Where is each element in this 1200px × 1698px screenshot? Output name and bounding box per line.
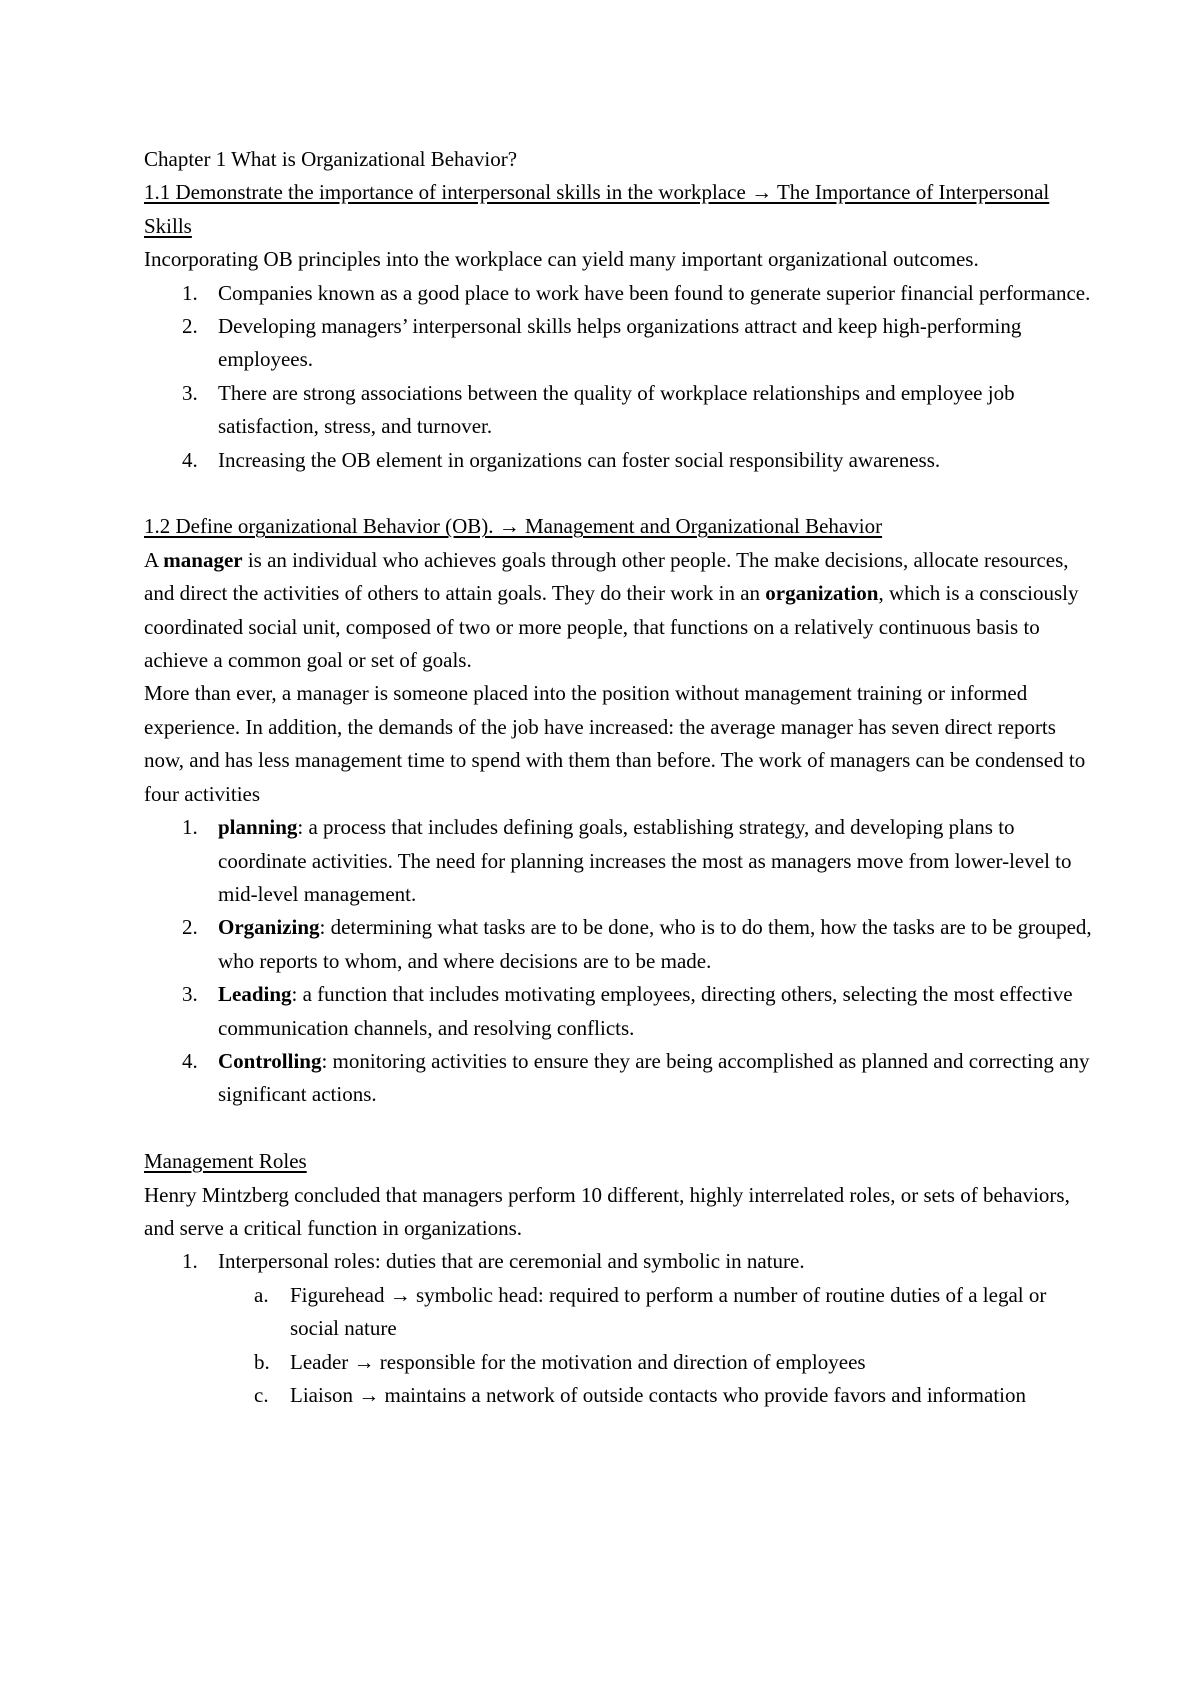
term-manager: manager: [163, 547, 243, 572]
management-roles-paragraph: Henry Mintzberg concluded that managers perform 10 different, highly interrelated roles, or sets of behaviors, and serve a critical function in organizations.: [144, 1182, 1070, 1240]
list-item: 1. Interpersonal roles: duties that are ceremonial and symbolic in nature.: [182, 1249, 805, 1274]
section-1-1-intro: Incorporating OB principles into the workplace can yield many important organizational outcomes.: [144, 247, 979, 272]
sub-list-item: c. Liaison → maintains a network of outside contacts who provide favors and information: [254, 1383, 1026, 1407]
chapter-title: Chapter 1 What is Organizational Behavior?: [144, 147, 518, 171]
sub-list-item: b. Leader → responsible for the motivation and direction of employees: [254, 1349, 866, 1374]
section-1-1-list: [144, 277, 1100, 477]
term-organization: organization: [765, 581, 879, 606]
list-item: 3. Leading: a function that includes motivating employees, directing others, selecting the most effective communication channels, and resolving conflicts.: [182, 982, 1073, 1040]
list-item: 2. Developing managers’ interpersonal skills helps organizations attract and keep high-performing employees.: [182, 314, 1022, 372]
list-item: 3. There are strong associations between the quality of workplace relationships and employee job satisfaction, stress, and turnover.: [182, 380, 1015, 439]
paragraph-gap: [144, 1112, 1100, 1145]
section-1-2-paragraph-1: A manager is an individual who achieves goals through other people. The make decisions, allocate resources, and direct the activities of others to attain goals. They do their work in an organization, which is a consciously coordinated social unit, composed of two or more people, that functions on a relatively continuous basis to achieve a common goal or set of goals.: [144, 547, 1079, 673]
management-activities-list: [144, 811, 1100, 1112]
interpersonal-roles-sublist: [144, 1279, 1100, 1413]
paragraph-gap: [144, 477, 1100, 510]
list-item: 1. planning: a process that includes defining goals, establishing strategy, and developing plans to coordinate activities. The need for planning increases the most as managers move from lower-level to mid-level management.: [182, 815, 1072, 906]
management-roles-heading: Management Roles: [144, 1149, 307, 1174]
list-item: 2. Organizing: determining what tasks are to be done, who is to do them, how the tasks are to be grouped, who reports to whom, and where decisions are to be made.: [182, 915, 1092, 973]
sub-list-item: a. Figurehead → symbolic head: required to perform a number of routine duties of a legal or social nature: [254, 1282, 1047, 1341]
section-1-2-heading: 1.2 Define organizational Behavior (OB). → Management and Organizational Behavior: [144, 514, 883, 539]
list-item: 1. Companies known as a good place to work have been found to generate superior financial performance.: [182, 280, 1091, 305]
management-roles-list: [144, 1245, 1100, 1278]
section-1-2-paragraph-2: More than ever, a manager is someone placed into the position without management training or informed experience. In addition, the demands of the job have increased: the average manager has seven direct reports now, and has less management time to spend with them than before. The work of managers can be condensed to four activities: [144, 681, 1086, 806]
list-item: 4. Increasing the OB element in organizations can foster social responsibility awareness.: [182, 447, 941, 472]
list-item: 4. Controlling: monitoring activities to ensure they are being accomplished as planned and correcting any significant actions.: [182, 1048, 1090, 1107]
section-1-1-heading: 1.1 Demonstrate the importance of interpersonal skills in the workplace → The Importance of Interpersonal Skills: [144, 180, 1050, 238]
